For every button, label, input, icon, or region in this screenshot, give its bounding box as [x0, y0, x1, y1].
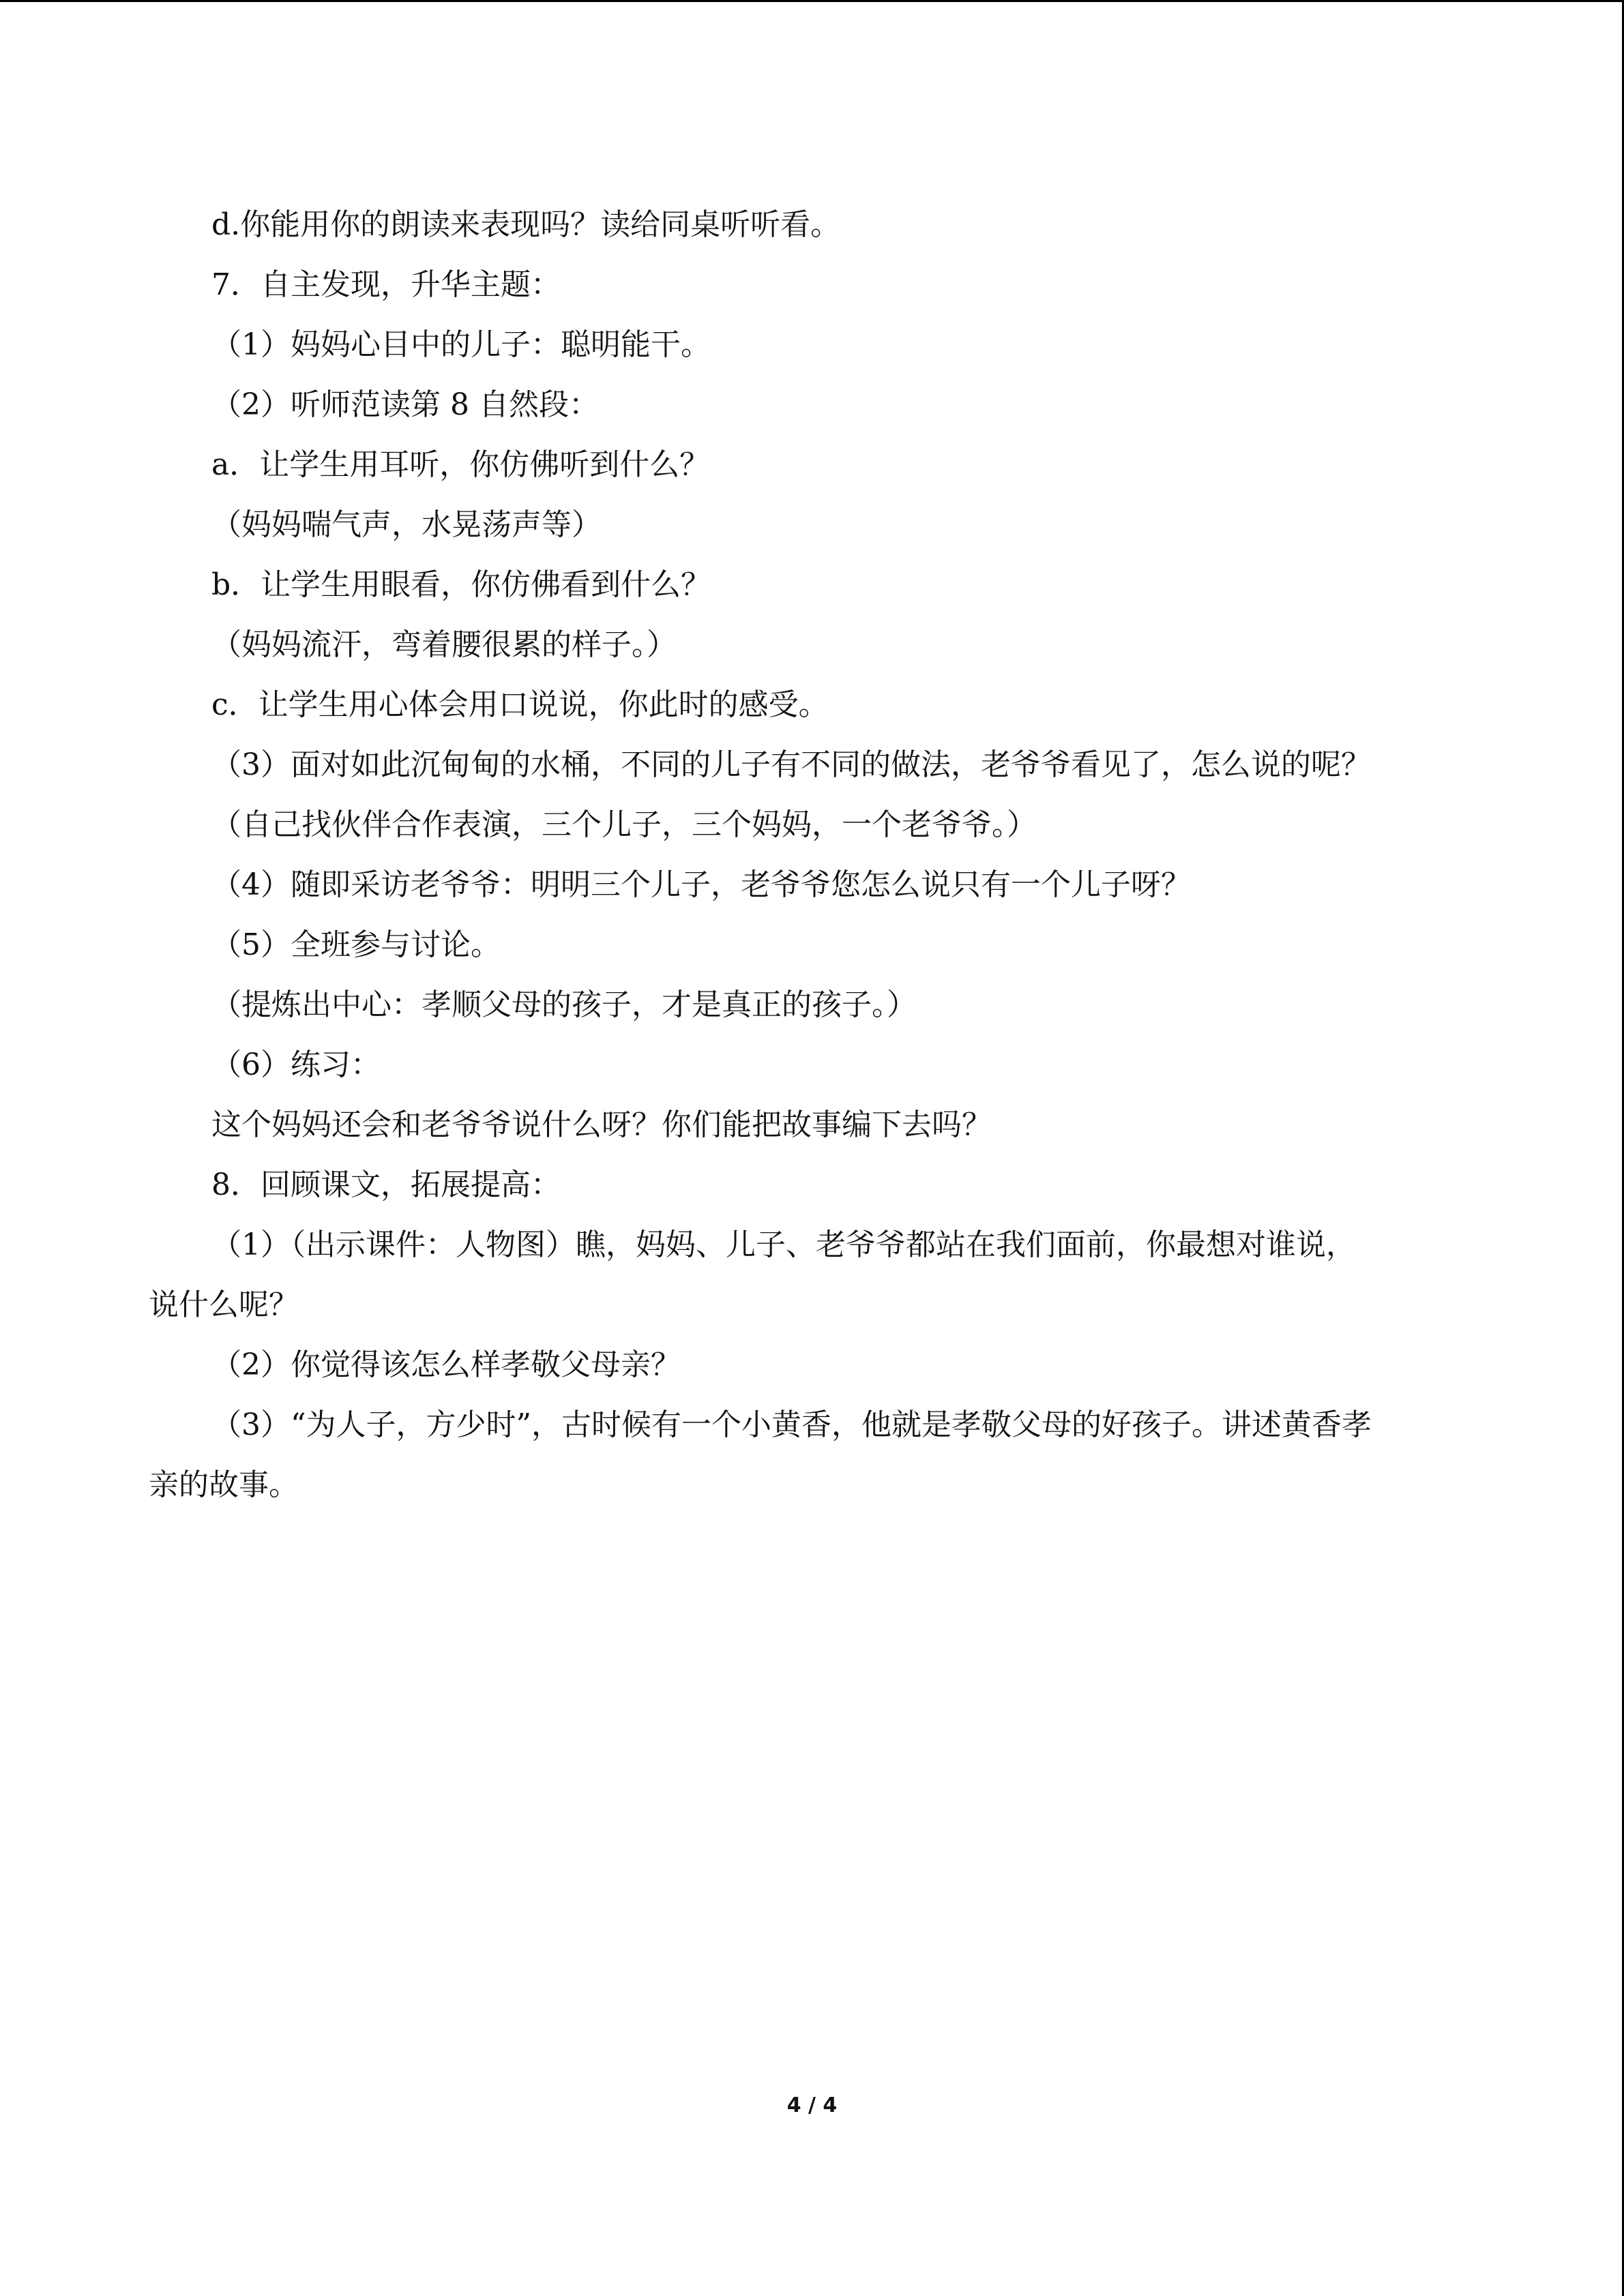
text-line: （提炼出中心：孝顺父母的孩子，才是真正的孩子。） — [211, 987, 917, 1022]
text-line: 8．回顾课文，拓展提高： — [211, 1167, 561, 1202]
text-line: （4）随即采访老爷爷：明明三个儿子，老爷爷您怎么说只有一个儿子呀？ — [211, 867, 1191, 902]
text-line: （1）妈妈心目中的儿子：聪明能干。 — [211, 327, 711, 362]
text-line: 亲的故事。 — [149, 1467, 299, 1502]
text-line: （自己找伙伴合作表演，三个儿子，三个妈妈，一个老爷爷。） — [211, 807, 1037, 842]
text-line: b．让学生用眼看，你仿佛看到什么？ — [211, 567, 711, 602]
text-line: （妈妈喘气声，水晃荡声等） — [211, 507, 602, 542]
page-number: 4 / 4 — [786, 2093, 838, 2117]
page-border-top — [0, 0, 1624, 2]
text-line: （3）面对如此沉甸甸的水桶，不同的儿子有不同的做法，老爷爷看见了，怎么说的呢？ — [211, 747, 1371, 782]
text-line: （妈妈流汗，弯着腰很累的样子。） — [211, 627, 677, 662]
text-line: 7．自主发现，升华主题： — [211, 267, 561, 302]
text-line: （3）“为人子，方少时”，古时候有一个小黄香，他就是孝敬父母的好孩子。讲述黄香孝 — [211, 1407, 1372, 1442]
text-line: （5）全班参与讨论。 — [211, 927, 501, 962]
text-line: c．让学生用心体会用口说说，你此时的感受。 — [211, 687, 829, 722]
text-line: a．让学生用耳听，你仿佛听到什么？ — [211, 447, 710, 482]
text-line: d.你能用你的朗读来表现吗？读给同桌听听看。 — [211, 207, 841, 242]
text-line: （2）你觉得该怎么样孝敬父母亲？ — [211, 1347, 681, 1382]
text-line: （6）练习： — [211, 1047, 381, 1082]
text-line: （2）听师范读第 8 自然段： — [211, 387, 599, 422]
text-line: （1）（出示课件：人物图）瞧，妈妈、儿子、老爷爷都站在我们面前，你最想对谁说， — [211, 1227, 1356, 1262]
text-line: 说什么呢？ — [149, 1287, 299, 1322]
text-line: 这个妈妈还会和老爷爷说什么呀？你们能把故事编下去吗？ — [211, 1107, 992, 1142]
